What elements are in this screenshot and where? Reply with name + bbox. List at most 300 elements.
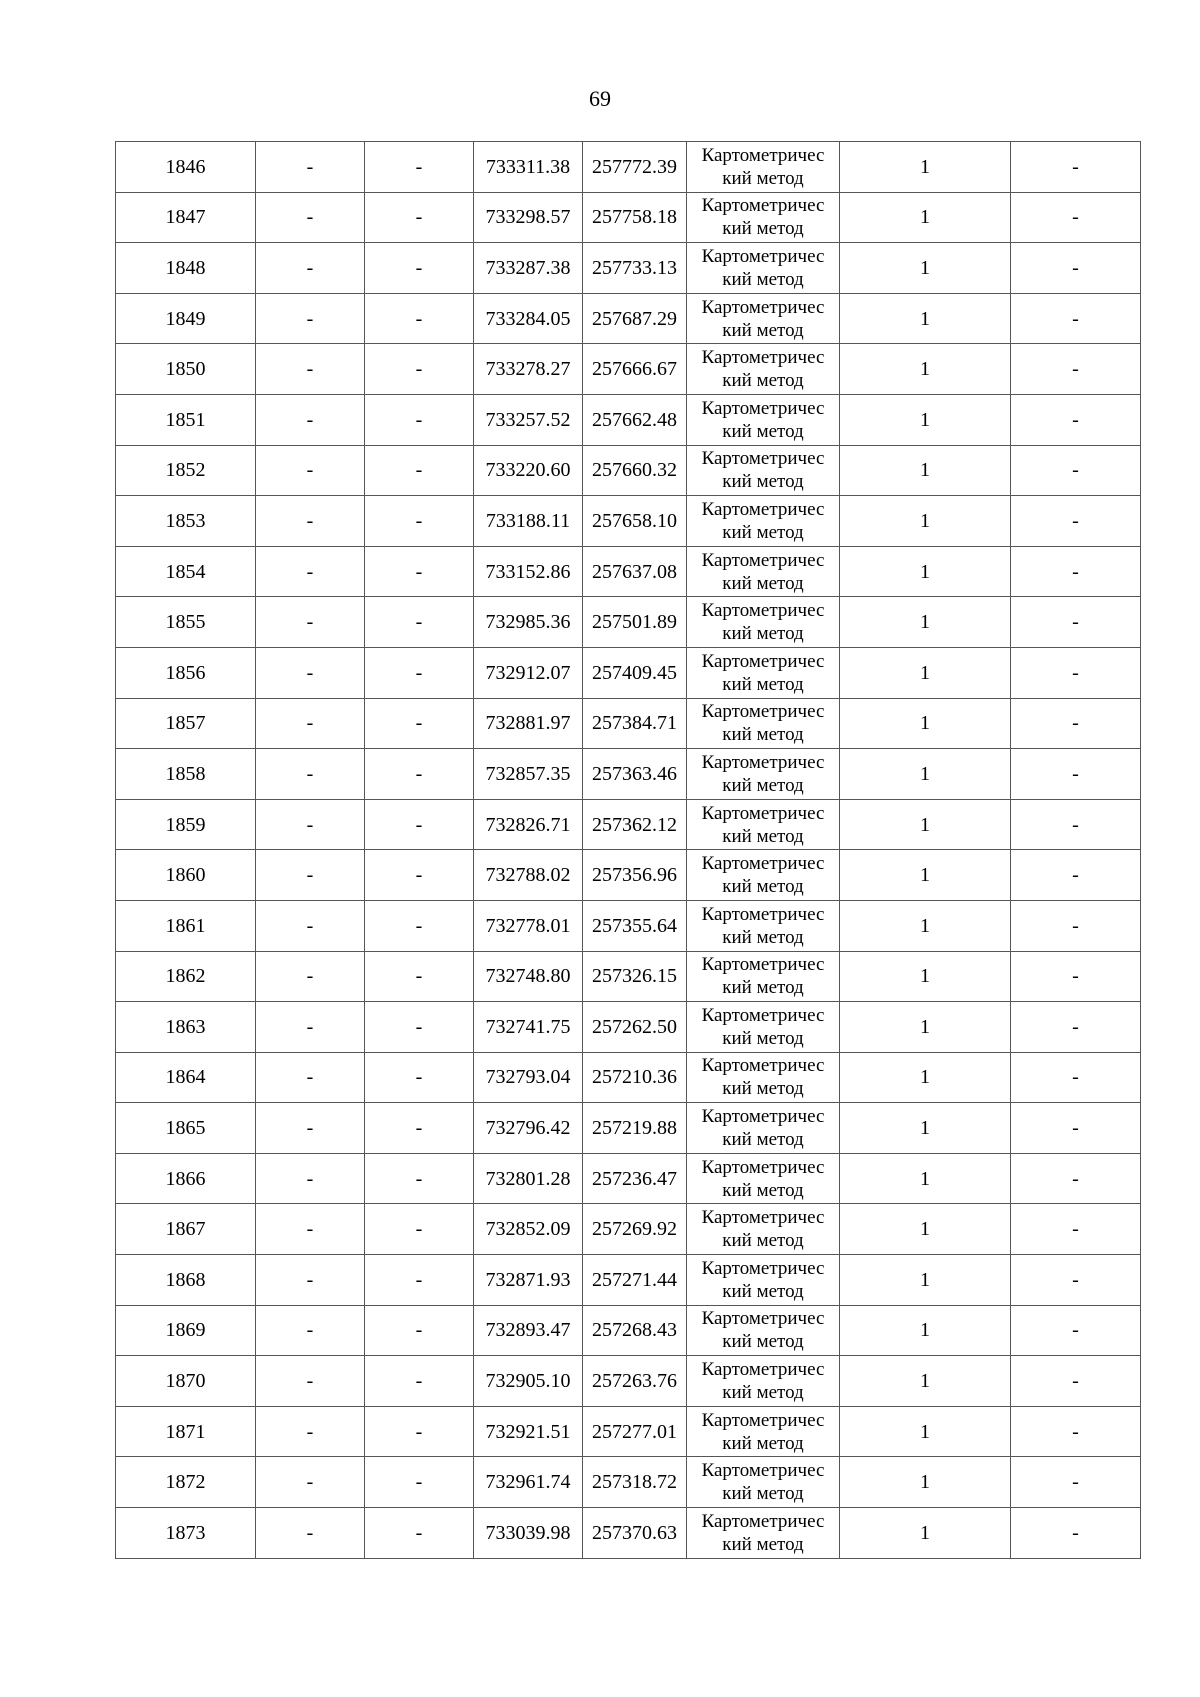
method-cell xyxy=(687,1153,840,1204)
column-7-cell: 1 xyxy=(840,647,1011,698)
column-8-cell: - xyxy=(1011,546,1141,597)
column-2-cell: - xyxy=(256,1153,365,1204)
column-2-cell: - xyxy=(256,900,365,951)
table-row xyxy=(116,647,1141,698)
column-8-cell: - xyxy=(1011,850,1141,901)
method-line-1: Картометричес xyxy=(701,448,825,470)
column-8-cell: - xyxy=(1011,1153,1141,1204)
method-line-1: Картометричес xyxy=(701,600,825,622)
column-2-cell: - xyxy=(256,496,365,547)
table-row xyxy=(116,1002,1141,1053)
method-cell xyxy=(687,1508,840,1559)
method-line-2: кий метод xyxy=(722,1129,804,1151)
method-line-1: Картометричес xyxy=(701,1460,825,1482)
column-7-cell: 1 xyxy=(840,293,1011,344)
method-cell xyxy=(687,1255,840,1306)
point-number-cell: 1869 xyxy=(116,1305,256,1356)
column-3-cell: - xyxy=(365,1052,474,1103)
table-row xyxy=(116,496,1141,547)
point-number-cell: 1867 xyxy=(116,1204,256,1255)
column-8-cell: - xyxy=(1011,749,1141,800)
column-7-cell: 1 xyxy=(840,850,1011,901)
column-8-cell: - xyxy=(1011,1002,1141,1053)
y-coordinate-cell: 257758.18 xyxy=(583,192,687,243)
point-number-cell: 1847 xyxy=(116,192,256,243)
column-3-cell: - xyxy=(365,1204,474,1255)
column-8-cell: - xyxy=(1011,1305,1141,1356)
column-3-cell: - xyxy=(365,1508,474,1559)
column-7-cell: 1 xyxy=(840,1204,1011,1255)
method-cell xyxy=(687,1406,840,1457)
column-2-cell: - xyxy=(256,546,365,597)
method-line-1: Картометричес xyxy=(701,1207,825,1229)
table-row xyxy=(116,951,1141,1002)
column-8-cell: - xyxy=(1011,243,1141,294)
column-2-cell: - xyxy=(256,1255,365,1306)
x-coordinate-cell: 732921.51 xyxy=(474,1406,583,1457)
method-line-2: кий метод xyxy=(722,724,804,746)
method-line-2: кий метод xyxy=(722,471,804,493)
column-8-cell: - xyxy=(1011,1204,1141,1255)
column-3-cell: - xyxy=(365,192,474,243)
column-2-cell: - xyxy=(256,799,365,850)
y-coordinate-cell: 257355.64 xyxy=(583,900,687,951)
x-coordinate-cell: 733188.11 xyxy=(474,496,583,547)
method-line-1: Картометричес xyxy=(701,751,825,773)
table-row xyxy=(116,1457,1141,1508)
x-coordinate-cell: 733278.27 xyxy=(474,344,583,395)
column-2-cell: - xyxy=(256,647,365,698)
point-number-cell: 1862 xyxy=(116,951,256,1002)
column-7-cell: 1 xyxy=(840,1508,1011,1559)
method-line-1: Картометричес xyxy=(701,1308,825,1330)
table-row xyxy=(116,850,1141,901)
method-cell xyxy=(687,900,840,951)
column-2-cell: - xyxy=(256,394,365,445)
table-row xyxy=(116,243,1141,294)
method-line-1: Картометричес xyxy=(701,1055,825,1077)
x-coordinate-cell: 733257.52 xyxy=(474,394,583,445)
column-7-cell: 1 xyxy=(840,1153,1011,1204)
column-3-cell: - xyxy=(365,647,474,698)
column-2-cell: - xyxy=(256,597,365,648)
column-3-cell: - xyxy=(365,1002,474,1053)
x-coordinate-cell: 732912.07 xyxy=(474,647,583,698)
y-coordinate-cell: 257262.50 xyxy=(583,1002,687,1053)
column-8-cell: - xyxy=(1011,1255,1141,1306)
table-row xyxy=(116,1508,1141,1559)
point-number-cell: 1872 xyxy=(116,1457,256,1508)
method-cell xyxy=(687,1052,840,1103)
method-cell xyxy=(687,1356,840,1407)
column-7-cell: 1 xyxy=(840,1406,1011,1457)
method-cell xyxy=(687,1103,840,1154)
column-2-cell: - xyxy=(256,192,365,243)
method-line-1: Картометричес xyxy=(701,397,825,419)
table-row xyxy=(116,900,1141,951)
method-line-1: Картометричес xyxy=(701,347,825,369)
table-row xyxy=(116,1356,1141,1407)
y-coordinate-cell: 257384.71 xyxy=(583,698,687,749)
method-cell xyxy=(687,698,840,749)
column-8-cell: - xyxy=(1011,1103,1141,1154)
column-3-cell: - xyxy=(365,1153,474,1204)
column-8-cell: - xyxy=(1011,1406,1141,1457)
column-2-cell: - xyxy=(256,344,365,395)
method-cell xyxy=(687,749,840,800)
column-2-cell: - xyxy=(256,1103,365,1154)
method-line-2: кий метод xyxy=(722,572,804,594)
point-number-cell: 1850 xyxy=(116,344,256,395)
method-line-1: Картометричес xyxy=(701,195,825,217)
x-coordinate-cell: 732985.36 xyxy=(474,597,583,648)
y-coordinate-cell: 257666.67 xyxy=(583,344,687,395)
method-line-2: кий метод xyxy=(722,1432,804,1454)
column-7-cell: 1 xyxy=(840,1457,1011,1508)
column-2-cell: - xyxy=(256,698,365,749)
table-row xyxy=(116,749,1141,800)
method-line-2: кий метод xyxy=(722,1078,804,1100)
y-coordinate-cell: 257501.89 xyxy=(583,597,687,648)
column-7-cell: 1 xyxy=(840,951,1011,1002)
column-7-cell: 1 xyxy=(840,799,1011,850)
column-8-cell: - xyxy=(1011,1356,1141,1407)
column-3-cell: - xyxy=(365,698,474,749)
table-row xyxy=(116,445,1141,496)
method-line-2: кий метод xyxy=(722,876,804,898)
method-cell xyxy=(687,1305,840,1356)
column-3-cell: - xyxy=(365,597,474,648)
column-3-cell: - xyxy=(365,749,474,800)
column-8-cell: - xyxy=(1011,597,1141,648)
point-number-cell: 1861 xyxy=(116,900,256,951)
x-coordinate-cell: 732893.47 xyxy=(474,1305,583,1356)
method-line-1: Картометричес xyxy=(701,296,825,318)
column-3-cell: - xyxy=(365,496,474,547)
method-line-2: кий метод xyxy=(722,1230,804,1252)
column-2-cell: - xyxy=(256,1508,365,1559)
point-number-cell: 1870 xyxy=(116,1356,256,1407)
column-8-cell: - xyxy=(1011,1508,1141,1559)
column-3-cell: - xyxy=(365,900,474,951)
method-line-1: Картометричес xyxy=(701,245,825,267)
column-3-cell: - xyxy=(365,1406,474,1457)
method-line-1: Картометричес xyxy=(701,1510,825,1532)
column-3-cell: - xyxy=(365,850,474,901)
method-cell xyxy=(687,1457,840,1508)
column-7-cell: 1 xyxy=(840,1305,1011,1356)
method-line-2: кий метод xyxy=(722,1533,804,1555)
y-coordinate-cell: 257326.15 xyxy=(583,951,687,1002)
column-2-cell: - xyxy=(256,142,365,193)
column-7-cell: 1 xyxy=(840,496,1011,547)
method-cell xyxy=(687,951,840,1002)
method-line-2: кий метод xyxy=(722,319,804,341)
point-number-cell: 1864 xyxy=(116,1052,256,1103)
point-number-cell: 1865 xyxy=(116,1103,256,1154)
x-coordinate-cell: 733287.38 xyxy=(474,243,583,294)
method-cell xyxy=(687,192,840,243)
column-7-cell: 1 xyxy=(840,546,1011,597)
point-number-cell: 1852 xyxy=(116,445,256,496)
method-line-1: Картометричес xyxy=(701,498,825,520)
point-number-cell: 1866 xyxy=(116,1153,256,1204)
table-body xyxy=(116,142,1141,1559)
method-cell xyxy=(687,394,840,445)
coordinates-table xyxy=(115,141,1141,1559)
method-line-2: кий метод xyxy=(722,1382,804,1404)
method-line-1: Картометричес xyxy=(701,1409,825,1431)
x-coordinate-cell: 733220.60 xyxy=(474,445,583,496)
y-coordinate-cell: 257370.63 xyxy=(583,1508,687,1559)
table-row xyxy=(116,344,1141,395)
x-coordinate-cell: 733298.57 xyxy=(474,192,583,243)
column-2-cell: - xyxy=(256,1052,365,1103)
column-2-cell: - xyxy=(256,1356,365,1407)
column-7-cell: 1 xyxy=(840,445,1011,496)
table-row xyxy=(116,597,1141,648)
method-line-2: кий метод xyxy=(722,370,804,392)
method-line-1: Картометричес xyxy=(701,1004,825,1026)
column-8-cell: - xyxy=(1011,496,1141,547)
method-line-2: кий метод xyxy=(722,673,804,695)
method-cell xyxy=(687,647,840,698)
y-coordinate-cell: 257277.01 xyxy=(583,1406,687,1457)
column-2-cell: - xyxy=(256,1305,365,1356)
y-coordinate-cell: 257236.47 xyxy=(583,1153,687,1204)
column-7-cell: 1 xyxy=(840,1002,1011,1053)
column-8-cell: - xyxy=(1011,900,1141,951)
column-7-cell: 1 xyxy=(840,394,1011,445)
y-coordinate-cell: 257263.76 xyxy=(583,1356,687,1407)
column-2-cell: - xyxy=(256,445,365,496)
column-8-cell: - xyxy=(1011,192,1141,243)
column-8-cell: - xyxy=(1011,394,1141,445)
x-coordinate-cell: 732826.71 xyxy=(474,799,583,850)
point-number-cell: 1871 xyxy=(116,1406,256,1457)
column-3-cell: - xyxy=(365,1356,474,1407)
method-line-1: Картометричес xyxy=(701,1359,825,1381)
point-number-cell: 1863 xyxy=(116,1002,256,1053)
column-2-cell: - xyxy=(256,1457,365,1508)
point-number-cell: 1859 xyxy=(116,799,256,850)
method-line-2: кий метод xyxy=(722,521,804,543)
method-line-1: Картометричес xyxy=(701,549,825,571)
method-line-2: кий метод xyxy=(722,825,804,847)
column-2-cell: - xyxy=(256,293,365,344)
method-cell xyxy=(687,546,840,597)
method-cell xyxy=(687,1204,840,1255)
x-coordinate-cell: 732871.93 xyxy=(474,1255,583,1306)
method-line-1: Картометричес xyxy=(701,802,825,824)
column-2-cell: - xyxy=(256,951,365,1002)
y-coordinate-cell: 257637.08 xyxy=(583,546,687,597)
column-8-cell: - xyxy=(1011,293,1141,344)
method-line-1: Картометричес xyxy=(701,1156,825,1178)
page-number: 69 xyxy=(589,86,611,111)
column-2-cell: - xyxy=(256,1002,365,1053)
x-coordinate-cell: 732801.28 xyxy=(474,1153,583,1204)
method-cell xyxy=(687,597,840,648)
x-coordinate-cell: 732741.75 xyxy=(474,1002,583,1053)
point-number-cell: 1856 xyxy=(116,647,256,698)
column-3-cell: - xyxy=(365,951,474,1002)
column-8-cell: - xyxy=(1011,698,1141,749)
column-7-cell: 1 xyxy=(840,1356,1011,1407)
x-coordinate-cell: 733311.38 xyxy=(474,142,583,193)
column-2-cell: - xyxy=(256,749,365,800)
column-8-cell: - xyxy=(1011,951,1141,1002)
column-2-cell: - xyxy=(256,850,365,901)
method-line-2: кий метод xyxy=(722,926,804,948)
column-2-cell: - xyxy=(256,1204,365,1255)
x-coordinate-cell: 733039.98 xyxy=(474,1508,583,1559)
table-row xyxy=(116,293,1141,344)
method-line-2: кий метод xyxy=(722,1483,804,1505)
point-number-cell: 1846 xyxy=(116,142,256,193)
column-8-cell: - xyxy=(1011,1457,1141,1508)
x-coordinate-cell: 732778.01 xyxy=(474,900,583,951)
method-cell xyxy=(687,445,840,496)
method-line-2: кий метод xyxy=(722,268,804,290)
method-line-2: кий метод xyxy=(722,167,804,189)
column-7-cell: 1 xyxy=(840,1052,1011,1103)
column-7-cell: 1 xyxy=(840,1255,1011,1306)
y-coordinate-cell: 257733.13 xyxy=(583,243,687,294)
column-3-cell: - xyxy=(365,293,474,344)
point-number-cell: 1848 xyxy=(116,243,256,294)
x-coordinate-cell: 732857.35 xyxy=(474,749,583,800)
column-8-cell: - xyxy=(1011,445,1141,496)
y-coordinate-cell: 257772.39 xyxy=(583,142,687,193)
point-number-cell: 1854 xyxy=(116,546,256,597)
point-number-cell: 1858 xyxy=(116,749,256,800)
y-coordinate-cell: 257271.44 xyxy=(583,1255,687,1306)
method-cell xyxy=(687,142,840,193)
method-cell xyxy=(687,496,840,547)
column-7-cell: 1 xyxy=(840,192,1011,243)
table-row xyxy=(116,192,1141,243)
y-coordinate-cell: 257660.32 xyxy=(583,445,687,496)
table-row xyxy=(116,1052,1141,1103)
column-3-cell: - xyxy=(365,799,474,850)
method-line-1: Картометричес xyxy=(701,954,825,976)
table-row xyxy=(116,1204,1141,1255)
method-line-1: Картометричес xyxy=(701,144,825,166)
column-3-cell: - xyxy=(365,1255,474,1306)
column-7-cell: 1 xyxy=(840,344,1011,395)
x-coordinate-cell: 732793.04 xyxy=(474,1052,583,1103)
table-row xyxy=(116,1305,1141,1356)
table-row xyxy=(116,1255,1141,1306)
method-cell xyxy=(687,799,840,850)
point-number-cell: 1855 xyxy=(116,597,256,648)
x-coordinate-cell: 732796.42 xyxy=(474,1103,583,1154)
method-line-2: кий метод xyxy=(722,1179,804,1201)
y-coordinate-cell: 257658.10 xyxy=(583,496,687,547)
y-coordinate-cell: 257662.48 xyxy=(583,394,687,445)
method-line-2: кий метод xyxy=(722,218,804,240)
column-7-cell: 1 xyxy=(840,243,1011,294)
x-coordinate-cell: 733152.86 xyxy=(474,546,583,597)
x-coordinate-cell: 732852.09 xyxy=(474,1204,583,1255)
x-coordinate-cell: 732788.02 xyxy=(474,850,583,901)
method-cell xyxy=(687,344,840,395)
y-coordinate-cell: 257687.29 xyxy=(583,293,687,344)
method-line-2: кий метод xyxy=(722,977,804,999)
method-line-1: Картометричес xyxy=(701,1257,825,1279)
table-row xyxy=(116,394,1141,445)
y-coordinate-cell: 257356.96 xyxy=(583,850,687,901)
method-cell xyxy=(687,293,840,344)
column-3-cell: - xyxy=(365,546,474,597)
point-number-cell: 1857 xyxy=(116,698,256,749)
y-coordinate-cell: 257269.92 xyxy=(583,1204,687,1255)
column-3-cell: - xyxy=(365,1305,474,1356)
column-7-cell: 1 xyxy=(840,698,1011,749)
column-3-cell: - xyxy=(365,1103,474,1154)
y-coordinate-cell: 257363.46 xyxy=(583,749,687,800)
column-3-cell: - xyxy=(365,344,474,395)
method-line-1: Картометричес xyxy=(701,853,825,875)
column-8-cell: - xyxy=(1011,799,1141,850)
column-7-cell: 1 xyxy=(840,142,1011,193)
method-cell xyxy=(687,850,840,901)
column-7-cell: 1 xyxy=(840,900,1011,951)
x-coordinate-cell: 732961.74 xyxy=(474,1457,583,1508)
method-line-2: кий метод xyxy=(722,1280,804,1302)
y-coordinate-cell: 257409.45 xyxy=(583,647,687,698)
column-3-cell: - xyxy=(365,142,474,193)
column-7-cell: 1 xyxy=(840,749,1011,800)
x-coordinate-cell: 732905.10 xyxy=(474,1356,583,1407)
method-line-2: кий метод xyxy=(722,420,804,442)
method-line-1: Картометричес xyxy=(701,903,825,925)
point-number-cell: 1851 xyxy=(116,394,256,445)
column-7-cell: 1 xyxy=(840,1103,1011,1154)
method-line-2: кий метод xyxy=(722,623,804,645)
method-line-1: Картометричес xyxy=(701,701,825,723)
column-8-cell: - xyxy=(1011,344,1141,395)
column-8-cell: - xyxy=(1011,142,1141,193)
method-line-1: Картометричес xyxy=(701,1106,825,1128)
table-row xyxy=(116,142,1141,193)
column-3-cell: - xyxy=(365,445,474,496)
y-coordinate-cell: 257210.36 xyxy=(583,1052,687,1103)
column-8-cell: - xyxy=(1011,647,1141,698)
table-row xyxy=(116,799,1141,850)
column-7-cell: 1 xyxy=(840,597,1011,648)
table-row xyxy=(116,1103,1141,1154)
column-8-cell: - xyxy=(1011,1052,1141,1103)
point-number-cell: 1868 xyxy=(116,1255,256,1306)
column-2-cell: - xyxy=(256,243,365,294)
table-row xyxy=(116,1153,1141,1204)
x-coordinate-cell: 733284.05 xyxy=(474,293,583,344)
column-2-cell: - xyxy=(256,1406,365,1457)
method-cell xyxy=(687,1002,840,1053)
column-3-cell: - xyxy=(365,1457,474,1508)
column-3-cell: - xyxy=(365,243,474,294)
method-line-2: кий метод xyxy=(722,774,804,796)
x-coordinate-cell: 732748.80 xyxy=(474,951,583,1002)
column-3-cell: - xyxy=(365,394,474,445)
y-coordinate-cell: 257268.43 xyxy=(583,1305,687,1356)
y-coordinate-cell: 257318.72 xyxy=(583,1457,687,1508)
table-row xyxy=(116,546,1141,597)
point-number-cell: 1853 xyxy=(116,496,256,547)
y-coordinate-cell: 257362.12 xyxy=(583,799,687,850)
